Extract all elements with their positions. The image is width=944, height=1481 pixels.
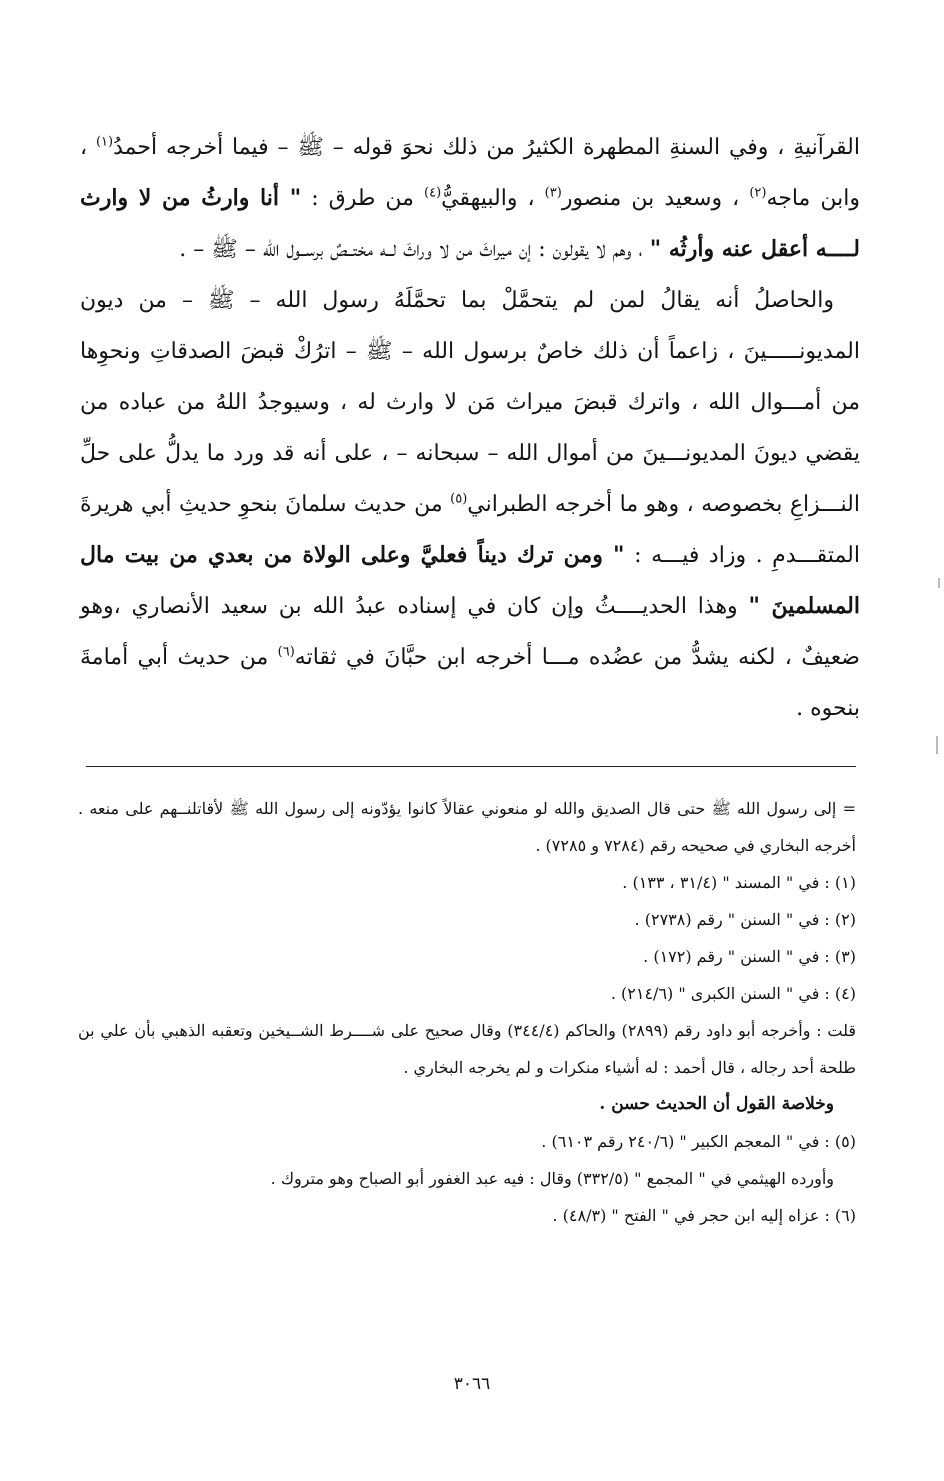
footnote-ref: (١) [95,134,114,150]
footnote-5: (٥) : في " المعجم الكبير " (٢٤٠/٦ رقم ٦١٠٣) . [541,1132,856,1151]
page-number: ٣٠٦٦ [453,1374,491,1394]
text-run: من حديث أبي أمامةَ بنحوه . [80,645,860,721]
main-text [80,122,860,734]
footnotes [78,790,856,1234]
text-run: ، وهم لا يقولون : إن ميراثَ من لا وراثَ لــه مختــصٌ برســول الله – ﷺ – . [179,237,643,262]
footnote-separator [86,766,856,767]
footnote-ref: (٣) [544,185,562,201]
scan-mark [938,578,940,588]
text-run: ، والبيهقيُّ [441,186,535,211]
text-run: وهذا الحديــــثُ وإن كان في إسناده عبدُ الله بن سعيد الأنصاري ،وهو ضعيفٌ ، لكنه يشدُّ من عضُده مـــا أخرجه ابن حبَّانَ في ثقاته [80,594,860,670]
footnote-6: (٦) : عزاه إليه ابن حجر في " الفتح " (٤٨/٣) . [552,1206,856,1225]
hadith-quote: " ومن ترك ديناً فعليَّ وعلى الولاة من بعدي من بيت مال المسلمينَ " [80,542,860,619]
footnote-5-note: وأورده الهيثمي في " المجمع " (٣٣٢/٥) وقال : فيه عبد الغفور أبو الصباح وهو متروك . [270,1169,834,1188]
text-run: ، وابن ماجه [80,135,860,211]
footnote-4-note: قلت : وأخرجه أبو داود رقم (٢٨٩٩) والحاكم (٣٤٤/٤) وقال صحيح على شــــرط الشــيخين وتعقبه الذهبي بأن علي بن طلحة أحد رجاله ، قال أحمد : له أشياء منكرات و لم يخرجه البخاري . [78,1021,857,1077]
footnote-ref: (٤) [424,185,442,201]
text-run: القرآنيةِ ، وفي السنةِ المطهرة الكثيرُ من ذلك نحوَ قوله – ﷺ – فيما أخرجه أحمدُ [113,135,860,160]
paragraph-1 [80,122,860,275]
paragraph-2 [80,275,860,734]
text-run: من حديث سلمانَ بنحوِ حديثِ أبي هريرةَ المتقـــدمِ . وزاد فيـــه : [80,492,860,568]
footnote-ref: (٢) [749,185,767,201]
footnote-4: (٤) : في " السنن الكبرى " (٢١٤/٦) . [610,984,856,1003]
text-run: والحاصلُ أنه يقالُ لمن لم يتحمَّلْ بما تحمَّلَهُ رسول الله – ﷺ – من ديون المديونـــــينَ ، زاعماً أن ذلك خاصٌ برسول الله – ﷺ – اترُكْ قبضَ الصدقاتِ ونحوِها من أمـــوال الله ، واترك قبضَ ميراث مَن لا وارث له ، وسيوجدُ اللهُ من عباده من يقضي ديونَ المديونـــينَ من أموال الله – سبحانه – ، على أنه قد ورد ما يدلُّ على حلِّ النـــزاعِ بخصوصه ، وهو ما أخرجه الطبراني [80,288,860,517]
footnote-ref: (٥) [450,491,468,507]
footnote-3: (٣) : في " السنن " رقم (١٧٢) . [643,947,856,966]
scan-mark [936,736,938,754]
footnote-4-conclusion: وخلاصة القول أن الحديث حسن . [599,1094,834,1114]
footnote-1: (١) : في " المسند " (٣١/٤ ، ١٣٣) . [622,873,856,892]
footnote-2: (٢) : في " السنن " رقم (٢٧٣٨) . [634,910,856,929]
text-run: ، وسعيد بن منصور [561,186,740,211]
footnote-ref: (٦) [277,644,295,660]
hadith-quote: " أنا وارثُ من لا وارث لــــه أعقل عنه وأرثُه " [80,185,860,262]
footnote-continuation: = إلى رسول الله ﷺ حتى قال الصديق والله لو منعوني عقالاً كانوا يؤدّونه إلى رسول الله ﷺ لأقاتلنــهم على منعه . أخرجه البخاري في صحيحه رقم (٧٢٨٤ و ٧٢٨٥) . [78,799,856,855]
text-run: من طرق : [311,186,414,211]
